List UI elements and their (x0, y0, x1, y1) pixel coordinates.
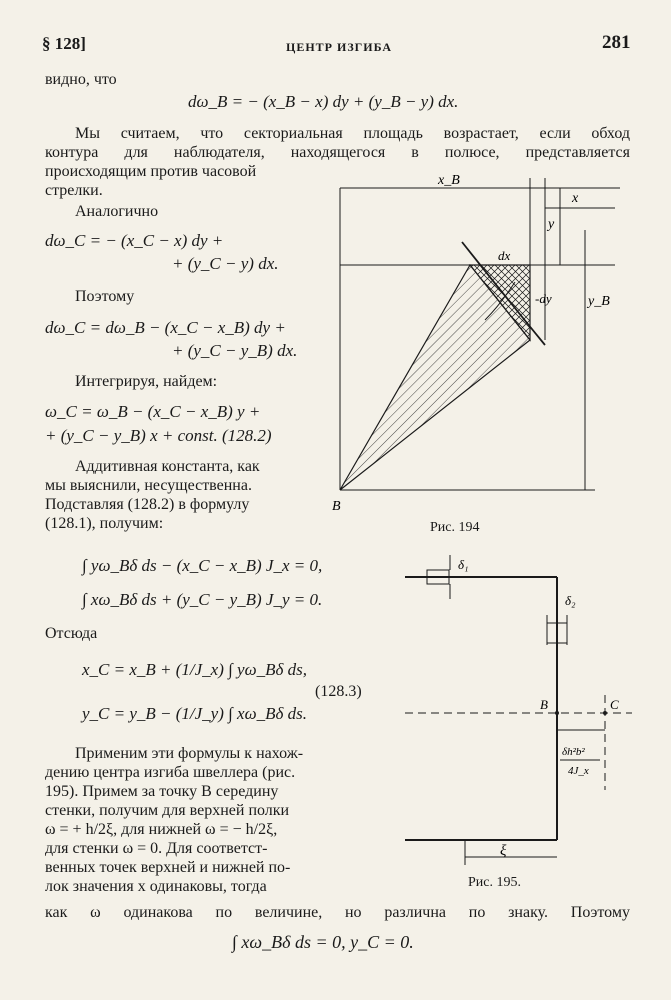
para1-line1: Мы считаем, что секториальная площадь возрастает, если обход (75, 125, 630, 142)
label-yb: y_B (588, 294, 610, 309)
additive-line3: Подставляя (128.2) в формулу (45, 496, 250, 513)
caption-195: Рис. 195. (468, 875, 521, 890)
apply-line4: стенки, получим для верхней полки (45, 802, 290, 819)
figure-195 (400, 555, 640, 880)
para1-line4: стрелки. (45, 182, 103, 199)
label-dx: dx (498, 248, 511, 263)
label-y: y (548, 217, 555, 232)
final-equation: ∫ xω_Bδ ds = 0, y_C = 0. (232, 932, 414, 952)
apply-line5: ω = + h/2ξ, для нижней ω = − h/2ξ, (45, 821, 278, 838)
figure-194 (330, 170, 630, 515)
label-xb: x_B (438, 173, 460, 188)
text-integrating: Интегрируя, найдем: (75, 373, 218, 390)
additive-line2: мы выяснили, несущественна. (45, 477, 252, 494)
apply-line8: лок значения x одинаковы, тогда (45, 878, 267, 895)
label-frac-num: δh²b² (562, 746, 585, 758)
label-delta1: δ₁ (458, 557, 469, 572)
additive-line1: Аддитивная константа, как (75, 458, 260, 475)
label-c: C (610, 697, 619, 712)
equation-domega-c-1b: + (y_C − y) dx. (172, 254, 279, 273)
para1-line2: контура для наблюдателя, находящегося в полюсе, представляется (45, 144, 630, 161)
additive-line4: (128.1), получим: (45, 515, 164, 532)
label-xi: ξ (500, 843, 507, 859)
equation-domega-c-2b: + (y_C − y_B) dx. (172, 341, 298, 360)
text-hence: Отсюда (45, 625, 98, 642)
page-number: 281 (602, 32, 631, 53)
label-delta2: δ₂ (565, 593, 576, 608)
equation-number: (128.3) (315, 683, 362, 700)
equation-yc: y_C = y_B − (1/J_y) ∫ xω_Bδ ds. (82, 704, 308, 723)
label-b195: B (540, 697, 548, 712)
label-dy: -dy (535, 291, 552, 306)
equation-domega-b: dω_B = − (x_B − x) dy + (y_B − y) dx. (188, 92, 459, 111)
apply-line7: венных точек верхней и нижней по- (45, 859, 291, 876)
equation-integral-b: + (y_C − y_B) x + const. (128.2) (45, 426, 272, 445)
para1-line3: происходящим против часовой (45, 163, 257, 180)
text-therefore: Поэтому (75, 288, 135, 305)
label-x: x (572, 191, 579, 206)
apply-line6: для стенки ω = 0. Для соответст- (45, 840, 268, 857)
text-analogously: Аналогично (75, 203, 159, 220)
section-marker: § 128] (42, 34, 86, 53)
apply-line1: Применим эти формулы к нахож- (75, 745, 304, 762)
equation-integral-a: ω_C = ω_B − (x_C − x_B) y + (45, 402, 261, 421)
label-b: B (332, 499, 341, 514)
equation-system-1: ∫ yω_Bδ ds − (x_C − x_B) J_x = 0, (82, 556, 323, 575)
equation-system-2: ∫ xω_Bδ ds + (y_C − y_B) J_y = 0. (82, 590, 323, 609)
text-intro: видно, что (45, 71, 117, 88)
equation-xc: x_C = x_B + (1/J_x) ∫ yω_Bδ ds, (82, 660, 308, 679)
running-title: ЦЕНТР ИЗГИБА (286, 40, 393, 54)
apply-line3: 195). Примем за точку B середину (45, 783, 279, 800)
last-line: как ω одинакова по величине, но различна по знаку. Поэтому (45, 904, 630, 921)
equation-domega-c-2a: dω_C = dω_B − (x_C − x_B) dy + (45, 318, 286, 337)
caption-194: Рис. 194 (430, 520, 480, 535)
label-frac-den: 4J_x (568, 765, 589, 777)
apply-line2: дению центра изгиба швеллера (рис. (45, 764, 296, 781)
equation-domega-c-1a: dω_C = − (x_C − x) dy + (45, 231, 224, 250)
